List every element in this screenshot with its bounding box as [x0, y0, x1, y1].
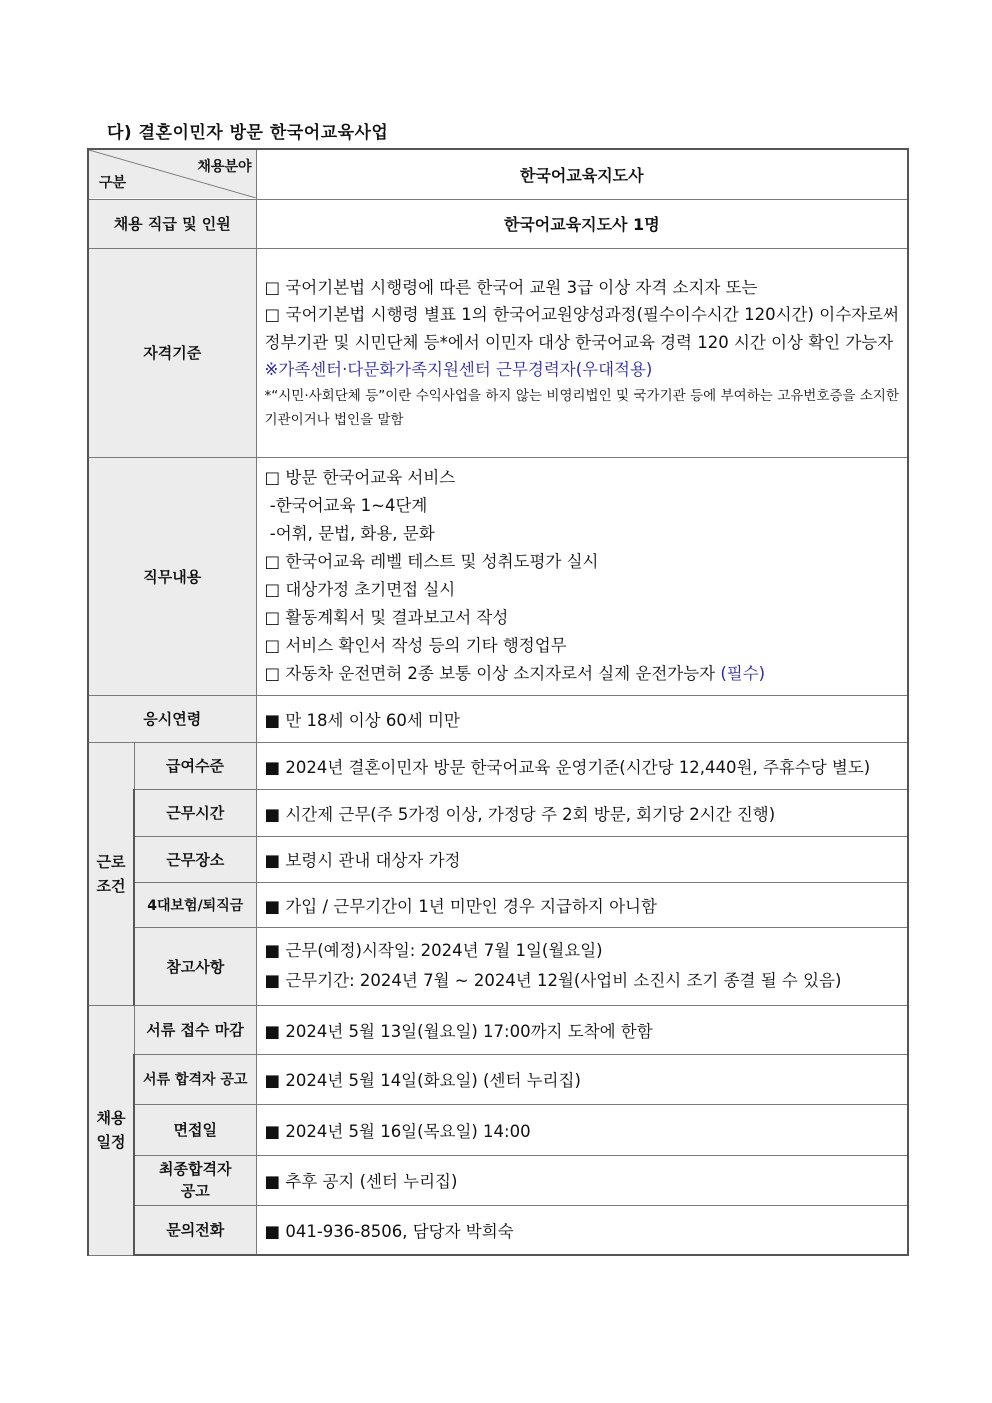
condition-row	[88, 742, 908, 789]
condition-row	[88, 789, 908, 836]
schedule-row	[88, 1155, 908, 1205]
condition-value: ■ 시간제 근무(주 5가정 이상, 가정당 주 2회 방문, 회기당 2시간 진행)	[256, 789, 908, 836]
schedule-label: 서류 접수 마감	[134, 1005, 256, 1054]
age-value: ■ 만 18세 이상 60세 미만	[256, 695, 908, 742]
duties-label: 직무내용	[88, 457, 256, 695]
schedule-value: ■ 2024년 5월 14일(화요일) (센터 누리집)	[256, 1054, 908, 1104]
duty-item: -한국어교육 1~4단계	[264, 496, 428, 515]
note-item: ■ 근무기간: 2024년 7월 ~ 2024년 12월(사업비 소진시 조기 종결 될 수 있음)	[264, 971, 842, 990]
age-row	[88, 695, 908, 742]
notes-label: 참고사항	[134, 927, 256, 1005]
condition-value: ■ 가입 / 근무기간이 1년 미만인 경우 지급하지 아니함	[256, 882, 908, 927]
condition-label: 4대보험/퇴직금	[134, 882, 256, 927]
schedule-row	[88, 1054, 908, 1104]
position-label: 채용 직급 및 인원	[88, 199, 256, 248]
qualification-label: 자격기준	[88, 248, 256, 457]
duties-content	[256, 457, 908, 695]
corner-label-field: 채용분야	[197, 159, 252, 176]
schedule-label: 최종합격자 공고	[134, 1155, 256, 1205]
qualification-content	[256, 248, 908, 457]
duty-item: -어휘, 문법, 화용, 문화	[264, 524, 435, 543]
duty-item-license	[265, 660, 900, 688]
field-value: 한국어교육지도사	[256, 149, 908, 199]
schedule-value: ■ 추후 공지 (센터 누리집)	[256, 1155, 908, 1205]
schedule-group-label: 채용 일정	[88, 1005, 134, 1255]
duty-item: □ 활동계획서 및 결과보고서 작성	[264, 608, 509, 627]
schedule-label: 서류 합격자 공고	[134, 1054, 256, 1104]
condition-label: 급여수준	[134, 742, 256, 789]
recruitment-table	[87, 148, 909, 1256]
duty-item: □ 방문 한국어교육 서비스	[264, 468, 456, 487]
note-item: ■ 근무(예정)시작일: 2024년 7월 1일(월요일)	[264, 941, 603, 960]
position-row	[88, 199, 908, 248]
footnote: *“시민·사회단체 등”이란 수익사업을 하지 않는 비영리법인 및 국가기관 등에 부여하는 고유번호증을 소지한 기관이거나 법인을 말함	[264, 387, 899, 428]
corner-label-category: 구분	[99, 175, 127, 192]
condition-value: ■ 2024년 결혼이민자 방문 한국어교육 운영기준(시간당 12,440원, 주휴수당 별도)	[256, 742, 908, 789]
schedule-value: ■ 2024년 5월 16일(목요일) 14:00	[256, 1104, 908, 1155]
condition-label: 근무시간	[134, 789, 256, 836]
section-title: 다) 결혼이민자 방문 한국어교육사업	[107, 123, 389, 143]
table-header-row	[88, 149, 908, 199]
duties-row	[88, 457, 908, 695]
notes-content	[256, 927, 908, 1005]
preference-note: ※가족센터·다문화가족지원센터 근무경력자(우대적용)	[264, 360, 653, 379]
diagonal-header-cell	[88, 149, 256, 199]
duty-item: □ 한국어교육 레벨 테스트 및 성취도평가 실시	[264, 552, 599, 571]
conditions-group-label: 근로 조건	[88, 742, 134, 1005]
qualification-row	[88, 248, 908, 457]
schedule-row	[88, 1205, 908, 1255]
schedule-value: ■ 2024년 5월 13일(월요일) 17:00까지 도착에 한함	[256, 1005, 908, 1054]
notes-row	[88, 927, 908, 1005]
duty-item: □ 대상가정 초기면접 실시	[264, 580, 456, 599]
schedule-row	[88, 1005, 908, 1054]
position-value: 한국어교육지도사 1명	[256, 199, 908, 248]
condition-label: 근무장소	[134, 836, 256, 882]
qualification-line-1: □ 국어기본법 시행령에 따른 한국어 교원 3급 이상 자격 소지자 또는	[264, 277, 758, 297]
schedule-label: 문의전화	[134, 1205, 256, 1255]
required-tag: (필수)	[720, 664, 766, 683]
condition-value: ■ 보령시 관내 대상자 가정	[256, 836, 908, 882]
condition-row	[88, 882, 908, 927]
schedule-label: 면접일	[134, 1104, 256, 1155]
license-text: □ 자동차 운전면허 2종 보통 이상 소지자로서 실제 운전가능자	[264, 664, 721, 683]
schedule-value: ■ 041-936-8506, 담당자 박희숙	[256, 1205, 908, 1255]
duty-item: □ 서비스 확인서 작성 등의 기타 행정업무	[264, 636, 567, 655]
schedule-row	[88, 1104, 908, 1155]
age-label: 응시연령	[88, 695, 256, 742]
qualification-line-2: □ 국어기본법 시행령 별표 1의 한국어교원양성과정(필수이수시간 120시간) 이수자로써 정부기관 및 시민단체 등*에서 이민자 대상 한국어교육 경력 120 시간 이상 확인 가능자	[264, 305, 899, 352]
condition-row	[88, 836, 908, 882]
